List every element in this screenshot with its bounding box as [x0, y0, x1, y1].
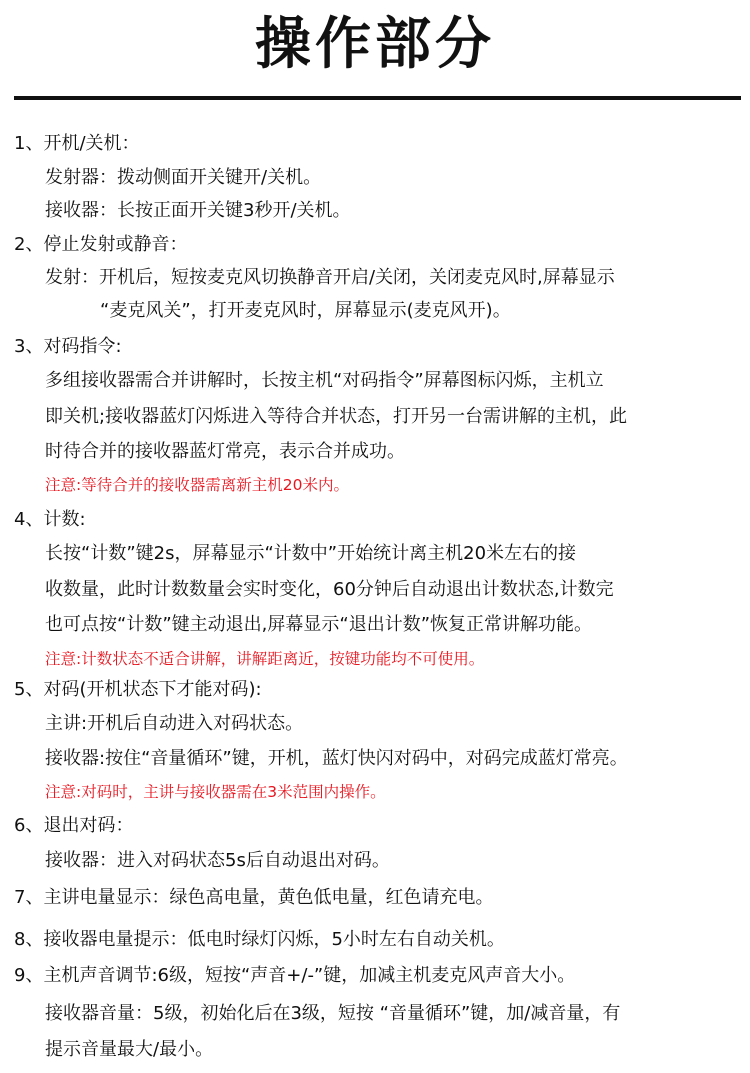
- section-5-note: 注意:对码时，主讲与接收器需在3米范围内操作。: [45, 783, 386, 801]
- section-2-text: “麦克风关”，打开麦克风时，屏幕显示(麦克风开)。: [100, 300, 511, 321]
- section-4-text: 长按“计数”键2s，屏幕显示“计数中”开始统计离主机20米左右的接: [45, 543, 577, 564]
- page-title: 操作部分: [255, 12, 495, 77]
- section-1-text: 接收器：长按正面开关键3秒开/关机。: [45, 200, 351, 221]
- section-7-heading: 7、主讲电量显示：绿色高电量，黄色低电量，红色请充电。: [14, 887, 494, 908]
- section-9-heading: 9、主机声音调节:6级，短按“声音+/-”键，加减主机麦克风声音大小。: [14, 965, 576, 986]
- section-1-heading: 1、开机/关机：: [14, 133, 140, 154]
- section-1-text: 发射器：拨动侧面开关键开/关机。: [45, 167, 322, 188]
- section-3-heading: 3、对码指令:: [14, 336, 122, 357]
- section-8-heading: 8、接收器电量提示：低电时绿灯闪烁，5小时左右自动关机。: [14, 929, 505, 950]
- section-5-text: 接收器:按住“音量循环”键，开机，蓝灯快闪对码中，对码完成蓝灯常亮。: [45, 748, 628, 769]
- section-6-text: 接收器：进入对码状态5s后自动退出对码。: [45, 850, 390, 871]
- section-5-text: 主讲:开机后自动进入对码状态。: [45, 713, 304, 734]
- section-3-text: 时待合并的接收器蓝灯常亮，表示合并成功。: [45, 441, 405, 462]
- section-4-text: 收数量，此时计数数量会实时变化，60分钟后自动退出计数状态,计数完: [45, 579, 614, 600]
- section-3-text: 多组接收器需合并讲解时，长按主机“对码指令”屏幕图标闪烁，主机立: [45, 370, 604, 391]
- section-4-text: 也可点按“计数”键主动退出,屏幕显示“退出计数”恢复正常讲解功能。: [45, 614, 593, 635]
- section-5-heading: 5、对码(开机状态下才能对码):: [14, 679, 262, 700]
- section-3-note: 注意:等待合并的接收器需离新主机20米内。: [45, 476, 349, 494]
- title-divider: [14, 96, 741, 100]
- section-2-heading: 2、停止发射或静音：: [14, 234, 188, 255]
- section-6-heading: 6、退出对码：: [14, 815, 134, 836]
- section-9-text: 提示音量最大/最小。: [45, 1039, 214, 1060]
- section-9-text: 接收器音量：5级，初始化后在3级，短按 “音量循环”键，加/减音量，有: [45, 1003, 621, 1024]
- section-4-heading: 4、计数:: [14, 509, 86, 530]
- section-3-text: 即关机;接收器蓝灯闪烁进入等待合并状态，打开另一台需讲解的主机，此: [45, 406, 628, 427]
- section-2-text: 发射：开机后，短按麦克风切换静音开启/关闭，关闭麦克风时,屏幕显示: [45, 267, 615, 288]
- section-4-note: 注意:计数状态不适合讲解，讲解距离近，按键功能均不可使用。: [45, 650, 485, 668]
